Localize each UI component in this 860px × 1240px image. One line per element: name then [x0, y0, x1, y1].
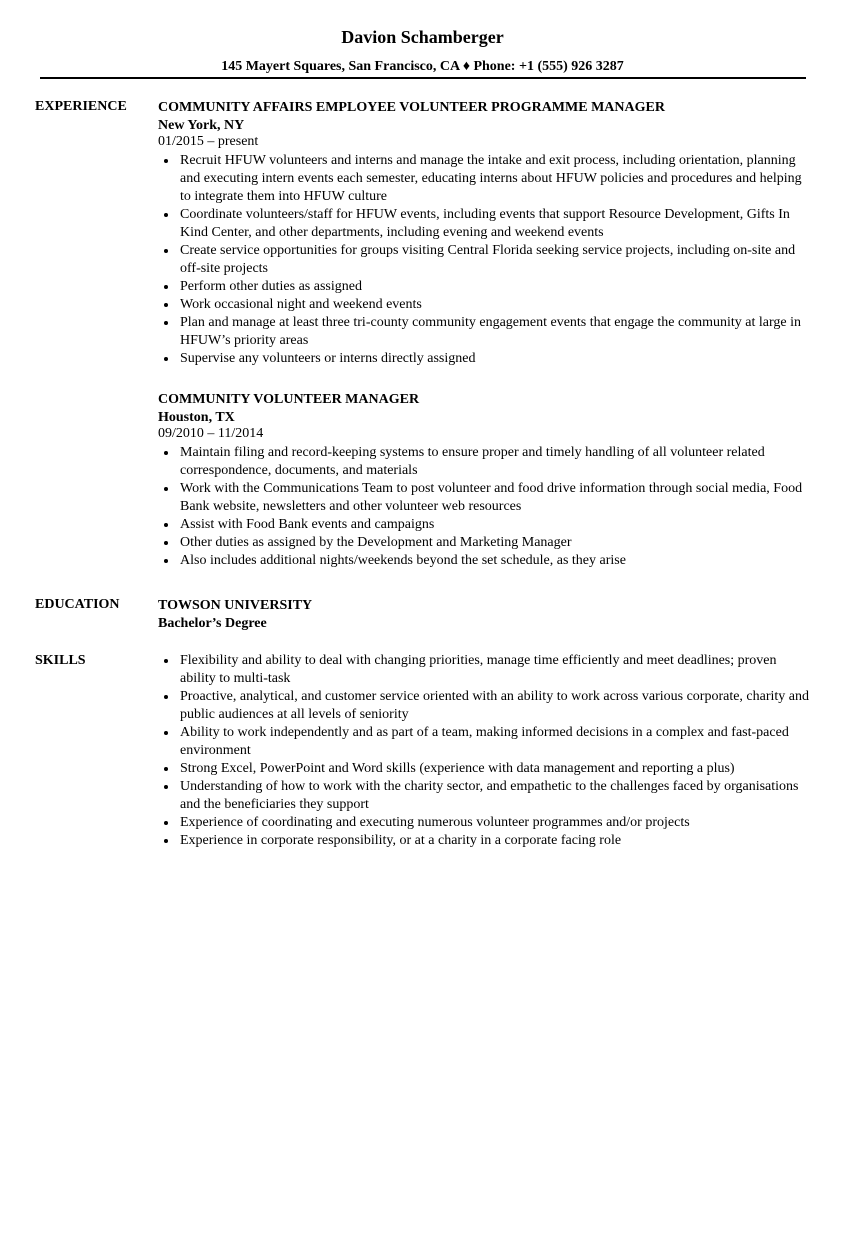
- candidate-name: Davion Schamberger: [341, 27, 504, 47]
- job-dates: 01/2015 – present: [158, 134, 259, 149]
- bullet-icon: [164, 213, 168, 217]
- list-item: [158, 760, 813, 778]
- bullet-icon: [164, 321, 168, 325]
- list-item: [158, 724, 813, 760]
- bullet-icon: [164, 695, 168, 699]
- duty-text: Coordinate volunteers/staff for HFUW events, including events that support Resource Development, Gifts In Kind Center, and other departments, including evening and weekend events: [180, 207, 790, 240]
- bullet-icon: [164, 249, 168, 253]
- duty-text: Assist with Food Bank events and campaigns: [180, 517, 435, 532]
- bullet-icon: [164, 821, 168, 825]
- job-dates: 09/2010 – 11/2014: [158, 426, 264, 441]
- duty-text: Plan and manage at least three tri-county community engagement events that engage the community at large in HFUW’s priority areas: [180, 315, 801, 348]
- skill-text: Strong Excel, PowerPoint and Word skills (experience with data management and reporting a plus): [180, 761, 735, 776]
- skill-text: Experience of coordinating and executing numerous volunteer programmes and/or projects: [180, 815, 690, 830]
- bullet-icon: [164, 523, 168, 527]
- list-item: [158, 480, 813, 516]
- bullet-icon: [164, 559, 168, 563]
- bullet-icon: [164, 303, 168, 307]
- bullet-icon: [164, 451, 168, 455]
- skill-text: Proactive, analytical, and customer service oriented with an ability to work across various corporate, charity and public audiences at all levels of seniority: [180, 689, 810, 722]
- duty-text: Work with the Communications Team to post volunteer and food drive information through social media, Food Bank website, newsletters and other volunteer web resources: [180, 481, 803, 514]
- job-duties-list: [158, 444, 813, 570]
- job-entry: [158, 391, 813, 570]
- list-item: [158, 350, 813, 368]
- education-entry: [158, 597, 813, 633]
- skills-list: [158, 652, 813, 850]
- school-name: TOWSON UNIVERSITY: [158, 598, 313, 613]
- job-entry: [158, 99, 813, 368]
- job-location: Houston, TX: [158, 410, 235, 425]
- list-item: [158, 314, 813, 350]
- skill-text: Flexibility and ability to deal with changing priorities, manage time efficiently and meet deadlines; proven ability to multi-task: [180, 653, 777, 686]
- duty-text: Maintain filing and record-keeping systems to ensure proper and timely handling of all volunteer related correspondence, documents, and materials: [180, 445, 765, 478]
- duty-text: Also includes additional nights/weekends beyond the set schedule, as they arise: [180, 553, 626, 568]
- bullet-icon: [164, 357, 168, 361]
- duty-text: Recruit HFUW volunteers and interns and manage the intake and exit process, including orientation, planning and executing intern events each semester, educating interns about HFUW policies and procedures and helping to integrate them into HFUW culture: [180, 153, 802, 204]
- list-item: [158, 832, 813, 850]
- skill-text: Understanding of how to work with the charity sector, and empathetic to the challenges faced by organisations and the beneficiaries they support: [180, 779, 799, 812]
- list-item: [158, 444, 813, 480]
- duty-text: Create service opportunities for groups visiting Central Florida seeking service projects, including on-site and off-site projects: [180, 243, 796, 276]
- list-item: [158, 652, 813, 688]
- skill-text: Experience in corporate responsibility, or at a charity in a corporate facing role: [180, 833, 622, 848]
- bullet-icon: [164, 785, 168, 789]
- list-item: [158, 206, 813, 242]
- duty-text: Other duties as assigned by the Development and Marketing Manager: [180, 535, 572, 550]
- bullet-icon: [164, 285, 168, 289]
- list-item: [158, 688, 813, 724]
- bullet-icon: [164, 767, 168, 771]
- list-item: [158, 534, 813, 552]
- list-item: [158, 516, 813, 534]
- list-item: [158, 552, 813, 570]
- bullet-icon: [164, 159, 168, 163]
- duty-text: Supervise any volunteers or interns directly assigned: [180, 351, 476, 366]
- list-item: [158, 814, 813, 832]
- experience-heading: EXPERIENCE: [35, 99, 127, 114]
- bullet-icon: [164, 659, 168, 663]
- list-item: [158, 296, 813, 314]
- bullet-icon: [164, 731, 168, 735]
- skill-text: Ability to work independently and as part of a team, making informed decisions in a complex and fast-paced environment: [180, 725, 789, 758]
- duty-text: Perform other duties as assigned: [180, 279, 362, 294]
- list-item: [158, 278, 813, 296]
- contact-line: 145 Mayert Squares, San Francisco, CA ♦ Phone: +1 (555) 926 3287: [221, 59, 624, 74]
- job-duties-list: [158, 152, 813, 368]
- job-location: New York, NY: [158, 118, 245, 133]
- bullet-icon: [164, 487, 168, 491]
- education-heading: EDUCATION: [35, 597, 120, 612]
- header-divider: [40, 77, 806, 79]
- degree: Bachelor’s Degree: [158, 616, 267, 631]
- job-title: COMMUNITY VOLUNTEER MANAGER: [158, 392, 420, 407]
- list-item: [158, 778, 813, 814]
- list-item: [158, 242, 813, 278]
- skills-heading: SKILLS: [35, 653, 86, 668]
- skills-entry: [158, 652, 813, 850]
- duty-text: Work occasional night and weekend events: [180, 297, 422, 312]
- job-title: COMMUNITY AFFAIRS EMPLOYEE VOLUNTEER PROGRAMME MANAGER: [158, 100, 665, 115]
- list-item: [158, 152, 813, 206]
- bullet-icon: [164, 541, 168, 545]
- bullet-icon: [164, 839, 168, 843]
